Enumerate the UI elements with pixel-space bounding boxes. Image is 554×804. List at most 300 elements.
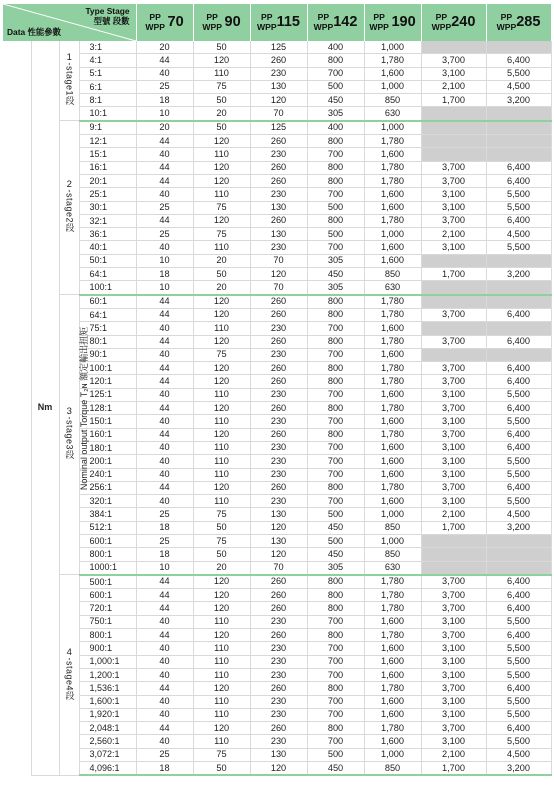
torque-value-cell: 6,400 — [486, 589, 551, 602]
torque-value-cell: 230 — [250, 148, 307, 161]
torque-value-cell: 40 — [136, 495, 193, 508]
torque-value-cell: 1,600 — [364, 188, 421, 201]
unavailable-cell — [486, 348, 551, 361]
ratio-cell: 800:1 — [79, 629, 136, 642]
torque-value-cell: 1,780 — [364, 174, 421, 187]
table-row — [3, 762, 551, 776]
table-row — [3, 228, 551, 241]
torque-value-cell: 230 — [250, 615, 307, 628]
table-body — [3, 41, 551, 775]
torque-value-cell: 1,000 — [364, 508, 421, 521]
torque-value-cell: 850 — [364, 548, 421, 561]
torque-value-cell: 130 — [250, 228, 307, 241]
torque-value-cell: 20 — [136, 41, 193, 54]
ratio-cell: 8:1 — [79, 94, 136, 107]
torque-value-cell: 120 — [193, 135, 250, 148]
unavailable-cell — [421, 121, 486, 135]
stage-zh: 3段 — [64, 444, 75, 460]
torque-value-cell: 40 — [136, 735, 193, 748]
torque-value-cell: 110 — [193, 455, 250, 468]
ratio-cell: 90:1 — [79, 348, 136, 361]
stage-zh: 1段 — [64, 90, 75, 106]
torque-value-cell: 75 — [193, 348, 250, 361]
torque-value-cell: 400 — [307, 121, 364, 135]
torque-value-cell: 230 — [250, 322, 307, 335]
torque-value-cell: 1,780 — [364, 602, 421, 615]
unavailable-cell — [421, 281, 486, 295]
torque-value-cell: 110 — [193, 708, 250, 721]
torque-value-cell: 40 — [136, 655, 193, 668]
torque-value-cell: 120 — [193, 375, 250, 388]
ratio-cell: 2,560:1 — [79, 735, 136, 748]
torque-value-cell: 500 — [307, 748, 364, 761]
ratio-cell: 64:1 — [79, 268, 136, 281]
torque-value-cell: 120 — [193, 308, 250, 321]
torque-value-cell: 3,700 — [421, 362, 486, 375]
torque-value-cell: 10 — [136, 561, 193, 575]
model-header-90: PP WPP 90 — [193, 4, 250, 41]
torque-value-cell: 120 — [193, 481, 250, 494]
torque-value-cell: 44 — [136, 589, 193, 602]
torque-value-cell: 260 — [250, 362, 307, 375]
ratio-cell: 150:1 — [79, 415, 136, 428]
torque-value-cell: 1,600 — [364, 668, 421, 681]
torque-value-cell: 1,780 — [364, 161, 421, 174]
torque-value-cell: 40 — [136, 668, 193, 681]
table-row — [3, 629, 551, 642]
torque-value-cell: 110 — [193, 642, 250, 655]
torque-value-cell: 800 — [307, 295, 364, 309]
nominal-torque-side-label: Nominal output Torque T₂ɴ 額定輸出扭矩 — [79, 326, 90, 490]
torque-value-cell: 1,600 — [364, 348, 421, 361]
torque-value-cell: 230 — [250, 642, 307, 655]
torque-value-cell: 260 — [250, 602, 307, 615]
torque-value-cell: 130 — [250, 201, 307, 214]
torque-value-cell: 10 — [136, 107, 193, 121]
ratio-cell: 1,920:1 — [79, 708, 136, 721]
torque-value-cell: 260 — [250, 402, 307, 415]
torque-value-cell: 120 — [193, 589, 250, 602]
stage-label-cell — [59, 575, 79, 775]
torque-value-cell: 75 — [193, 228, 250, 241]
torque-value-cell: 1,700 — [421, 268, 486, 281]
torque-value-cell: 120 — [193, 54, 250, 67]
stage-label-cell — [59, 295, 79, 575]
torque-value-cell: 230 — [250, 655, 307, 668]
torque-value-cell: 70 — [250, 281, 307, 295]
torque-value-cell: 40 — [136, 388, 193, 401]
torque-value-cell: 3,700 — [421, 682, 486, 695]
torque-value-cell: 800 — [307, 575, 364, 589]
ratio-cell: 20:1 — [79, 174, 136, 187]
table-row — [3, 615, 551, 628]
torque-value-cell: 700 — [307, 188, 364, 201]
table-row — [3, 67, 551, 80]
torque-value-cell: 305 — [307, 561, 364, 575]
torque-value-cell: 230 — [250, 708, 307, 721]
torque-value-cell: 110 — [193, 668, 250, 681]
torque-value-cell: 120 — [193, 629, 250, 642]
torque-value-cell: 3,700 — [421, 722, 486, 735]
torque-value-cell: 44 — [136, 214, 193, 227]
torque-value-cell: 120 — [193, 362, 250, 375]
torque-value-cell: 800 — [307, 375, 364, 388]
torque-value-cell: 630 — [364, 561, 421, 575]
unavailable-cell — [486, 548, 551, 561]
torque-value-cell: 5,500 — [486, 388, 551, 401]
torque-value-cell: 1,600 — [364, 468, 421, 481]
torque-value-cell: 120 — [193, 428, 250, 441]
torque-value-cell: 260 — [250, 174, 307, 187]
torque-value-cell: 125 — [250, 121, 307, 135]
torque-value-cell: 120 — [193, 214, 250, 227]
torque-value-cell: 700 — [307, 148, 364, 161]
torque-value-cell: 44 — [136, 54, 193, 67]
torque-value-cell: 260 — [250, 682, 307, 695]
torque-value-cell: 5,500 — [486, 655, 551, 668]
table-row — [3, 268, 551, 281]
torque-value-cell: 260 — [250, 161, 307, 174]
torque-value-cell: 44 — [136, 722, 193, 735]
torque-value-cell: 500 — [307, 228, 364, 241]
torque-value-cell: 230 — [250, 668, 307, 681]
ratio-cell: 320:1 — [79, 495, 136, 508]
stage-number: 1 — [66, 52, 73, 64]
torque-value-cell: 260 — [250, 575, 307, 589]
torque-value-cell: 120 — [250, 548, 307, 561]
torque-value-cell: 6,400 — [486, 308, 551, 321]
torque-value-cell: 3,100 — [421, 188, 486, 201]
table-row — [3, 201, 551, 214]
torque-value-cell: 1,600 — [364, 148, 421, 161]
torque-spec-sheet — [3, 4, 551, 776]
ratio-cell: 100:1 — [79, 362, 136, 375]
unavailable-cell — [421, 548, 486, 561]
ratio-cell: 3:1 — [79, 41, 136, 54]
table-row — [3, 94, 551, 107]
torque-value-cell: 110 — [193, 67, 250, 80]
torque-value-cell: 630 — [364, 281, 421, 295]
torque-value-cell: 1,780 — [364, 135, 421, 148]
model-header-240: PP WPP240 — [421, 4, 486, 41]
torque-value-cell: 120 — [193, 682, 250, 695]
torque-value-cell: 44 — [136, 402, 193, 415]
torque-value-cell: 800 — [307, 589, 364, 602]
torque-value-cell: 110 — [193, 441, 250, 454]
ratio-cell: 32:1 — [79, 214, 136, 227]
torque-value-cell: 5,500 — [486, 468, 551, 481]
ratio-cell: 100:1 — [79, 281, 136, 295]
torque-value-cell: 110 — [193, 495, 250, 508]
torque-value-cell: 700 — [307, 615, 364, 628]
torque-value-cell: 305 — [307, 254, 364, 267]
torque-value-cell: 6,400 — [486, 335, 551, 348]
unavailable-cell — [421, 295, 486, 309]
torque-value-cell: 70 — [250, 254, 307, 267]
torque-value-cell: 260 — [250, 722, 307, 735]
torque-value-cell: 260 — [250, 375, 307, 388]
torque-value-cell: 40 — [136, 642, 193, 655]
torque-value-cell: 4,500 — [486, 228, 551, 241]
torque-value-cell: 25 — [136, 201, 193, 214]
torque-value-cell: 4,500 — [486, 748, 551, 761]
ratio-cell: 128:1 — [79, 402, 136, 415]
torque-value-cell: 1,600 — [364, 655, 421, 668]
torque-value-cell: 6,400 — [486, 428, 551, 441]
unavailable-cell — [421, 534, 486, 547]
torque-value-cell: 110 — [193, 468, 250, 481]
torque-value-cell: 3,700 — [421, 428, 486, 441]
ratio-cell: 1,600:1 — [79, 695, 136, 708]
ratio-cell: 16:1 — [79, 161, 136, 174]
torque-value-cell: 130 — [250, 80, 307, 93]
torque-value-cell: 850 — [364, 268, 421, 281]
stage-label-cell — [59, 41, 79, 121]
torque-value-cell: 700 — [307, 348, 364, 361]
torque-value-cell: 3,100 — [421, 495, 486, 508]
torque-value-cell: 1,600 — [364, 735, 421, 748]
torque-value-cell: 3,700 — [421, 402, 486, 415]
torque-value-cell: 1,600 — [364, 254, 421, 267]
table-row — [3, 214, 551, 227]
torque-value-cell: 10 — [136, 281, 193, 295]
torque-value-cell: 3,700 — [421, 481, 486, 494]
torque-value-cell: 1,780 — [364, 295, 421, 309]
ratio-cell: 9:1 — [79, 121, 136, 135]
unavailable-cell — [486, 41, 551, 54]
torque-value-cell: 1,780 — [364, 375, 421, 388]
torque-value-cell: 3,100 — [421, 388, 486, 401]
torque-value-cell: 700 — [307, 495, 364, 508]
stage-zh: 4段 — [64, 685, 75, 701]
torque-value-cell: 450 — [307, 521, 364, 534]
torque-value-cell: 230 — [250, 241, 307, 254]
ratio-cell: 600:1 — [79, 534, 136, 547]
type-stage-en: Type Stage — [85, 6, 130, 16]
torque-value-cell: 40 — [136, 455, 193, 468]
torque-value-cell: 1,600 — [364, 201, 421, 214]
torque-value-cell: 700 — [307, 668, 364, 681]
unavailable-cell — [486, 322, 551, 335]
torque-value-cell: 44 — [136, 161, 193, 174]
table-row — [3, 708, 551, 721]
unavailable-cell — [486, 281, 551, 295]
torque-value-cell: 230 — [250, 495, 307, 508]
torque-value-cell: 260 — [250, 589, 307, 602]
torque-value-cell: 40 — [136, 348, 193, 361]
ratio-cell: 12:1 — [79, 135, 136, 148]
torque-value-cell: 3,700 — [421, 335, 486, 348]
torque-value-cell: 800 — [307, 722, 364, 735]
unit-label: Nm — [31, 41, 59, 775]
table-row — [3, 241, 551, 254]
stage-text: -stage — [64, 189, 75, 218]
torque-value-cell: 50 — [193, 94, 250, 107]
torque-value-cell: 3,100 — [421, 241, 486, 254]
torque-value-cell: 6,400 — [486, 375, 551, 388]
model-header-190: PP WPP 190 — [364, 4, 421, 41]
unavailable-cell — [421, 322, 486, 335]
ratio-cell: 240:1 — [79, 468, 136, 481]
header-corner-cell — [3, 4, 136, 41]
torque-value-cell: 800 — [307, 135, 364, 148]
torque-value-cell: 260 — [250, 54, 307, 67]
torque-value-cell: 1,000 — [364, 228, 421, 241]
torque-value-cell: 6,400 — [486, 722, 551, 735]
torque-value-cell: 44 — [136, 308, 193, 321]
ratio-cell: 75:1 — [79, 322, 136, 335]
ratio-cell: 4:1 — [79, 54, 136, 67]
torque-value-cell: 3,100 — [421, 642, 486, 655]
ratio-cell: 1,200:1 — [79, 668, 136, 681]
torque-value-cell: 75 — [193, 508, 250, 521]
torque-value-cell: 44 — [136, 629, 193, 642]
torque-value-cell: 5,500 — [486, 668, 551, 681]
torque-value-cell: 800 — [307, 629, 364, 642]
torque-value-cell: 3,200 — [486, 762, 551, 776]
torque-value-cell: 800 — [307, 428, 364, 441]
torque-value-cell: 3,700 — [421, 214, 486, 227]
table-row — [3, 281, 551, 295]
unavailable-cell — [486, 107, 551, 121]
table-row — [3, 589, 551, 602]
torque-value-cell: 1,780 — [364, 722, 421, 735]
torque-value-cell: 110 — [193, 695, 250, 708]
torque-value-cell: 1,780 — [364, 481, 421, 494]
ratio-cell: 40:1 — [79, 241, 136, 254]
ratio-cell: 500:1 — [79, 575, 136, 589]
ratio-cell: 120:1 — [79, 375, 136, 388]
torque-value-cell: 800 — [307, 602, 364, 615]
torque-value-cell: 120 — [193, 402, 250, 415]
torque-value-cell: 6,400 — [486, 174, 551, 187]
torque-value-cell: 3,100 — [421, 455, 486, 468]
torque-value-cell: 3,200 — [486, 268, 551, 281]
torque-value-cell: 40 — [136, 67, 193, 80]
torque-value-cell: 110 — [193, 322, 250, 335]
torque-value-cell: 5,500 — [486, 455, 551, 468]
torque-value-cell: 6,400 — [486, 481, 551, 494]
torque-value-cell: 1,600 — [364, 495, 421, 508]
torque-value-cell: 20 — [193, 107, 250, 121]
torque-value-cell: 260 — [250, 629, 307, 642]
table-row — [3, 682, 551, 695]
torque-value-cell: 5,500 — [486, 642, 551, 655]
torque-value-cell: 260 — [250, 295, 307, 309]
torque-value-cell: 230 — [250, 468, 307, 481]
unavailable-cell — [421, 41, 486, 54]
torque-value-cell: 3,700 — [421, 629, 486, 642]
torque-value-cell: 44 — [136, 575, 193, 589]
table-row — [3, 188, 551, 201]
torque-value-cell: 6,400 — [486, 629, 551, 642]
torque-value-cell: 25 — [136, 80, 193, 93]
torque-value-cell: 3,200 — [486, 94, 551, 107]
torque-value-cell: 800 — [307, 54, 364, 67]
table-row — [3, 148, 551, 161]
header-row — [3, 4, 551, 41]
ratio-cell: 125:1 — [79, 388, 136, 401]
table-row — [3, 174, 551, 187]
torque-value-cell: 2,100 — [421, 748, 486, 761]
torque-value-cell: 6,400 — [486, 682, 551, 695]
torque-value-cell: 1,000 — [364, 534, 421, 547]
torque-value-cell: 500 — [307, 201, 364, 214]
torque-value-cell: 1,600 — [364, 67, 421, 80]
torque-value-cell: 1,780 — [364, 589, 421, 602]
torque-value-cell: 260 — [250, 481, 307, 494]
torque-value-cell: 50 — [193, 548, 250, 561]
table-row — [3, 80, 551, 93]
torque-value-cell: 1,780 — [364, 335, 421, 348]
torque-value-cell: 1,780 — [364, 308, 421, 321]
torque-value-cell: 3,100 — [421, 735, 486, 748]
ratio-cell: 5:1 — [79, 67, 136, 80]
table-row — [3, 107, 551, 121]
torque-value-cell: 6,400 — [486, 575, 551, 589]
torque-value-cell: 800 — [307, 214, 364, 227]
unavailable-cell — [486, 121, 551, 135]
torque-value-cell: 500 — [307, 508, 364, 521]
torque-value-cell: 110 — [193, 415, 250, 428]
table-row — [3, 135, 551, 148]
torque-value-cell: 75 — [193, 748, 250, 761]
ratio-cell: 1000:1 — [79, 561, 136, 575]
torque-value-cell: 700 — [307, 322, 364, 335]
stage-zh: 2段 — [64, 217, 75, 233]
torque-value-cell: 1,780 — [364, 629, 421, 642]
torque-value-cell: 120 — [193, 174, 250, 187]
ratio-cell: 750:1 — [79, 615, 136, 628]
ratio-cell: 384:1 — [79, 508, 136, 521]
torque-value-cell: 50 — [193, 521, 250, 534]
torque-value-cell: 1,780 — [364, 214, 421, 227]
torque-value-cell: 1,600 — [364, 708, 421, 721]
torque-value-cell: 1,600 — [364, 642, 421, 655]
torque-value-cell: 18 — [136, 762, 193, 776]
torque-value-cell: 850 — [364, 762, 421, 776]
ratio-cell: 800:1 — [79, 548, 136, 561]
unavailable-cell — [486, 561, 551, 575]
ratio-cell: 3,072:1 — [79, 748, 136, 761]
torque-value-cell: 50 — [193, 41, 250, 54]
torque-value-cell: 450 — [307, 268, 364, 281]
torque-value-cell: 700 — [307, 241, 364, 254]
torque-value-cell: 800 — [307, 161, 364, 174]
model-header-70: PP WPP 70 — [136, 4, 193, 41]
ratio-cell: 15:1 — [79, 148, 136, 161]
torque-value-cell: 120 — [193, 575, 250, 589]
torque-value-cell: 20 — [136, 121, 193, 135]
ratio-cell: 2,048:1 — [79, 722, 136, 735]
torque-value-cell: 1,000 — [364, 121, 421, 135]
torque-value-cell: 70 — [250, 107, 307, 121]
torque-value-cell: 700 — [307, 655, 364, 668]
torque-value-cell: 260 — [250, 214, 307, 227]
torque-value-cell: 40 — [136, 188, 193, 201]
torque-value-cell: 50 — [193, 762, 250, 776]
type-stage-label — [85, 7, 129, 26]
torque-value-cell: 3,700 — [421, 161, 486, 174]
torque-value-cell: 700 — [307, 388, 364, 401]
torque-value-cell: 3,100 — [421, 415, 486, 428]
stage-label — [65, 53, 74, 106]
torque-value-cell: 800 — [307, 481, 364, 494]
torque-value-cell: 260 — [250, 428, 307, 441]
torque-value-cell: 3,700 — [421, 54, 486, 67]
torque-value-cell: 25 — [136, 228, 193, 241]
ratio-cell: 80:1 — [79, 335, 136, 348]
